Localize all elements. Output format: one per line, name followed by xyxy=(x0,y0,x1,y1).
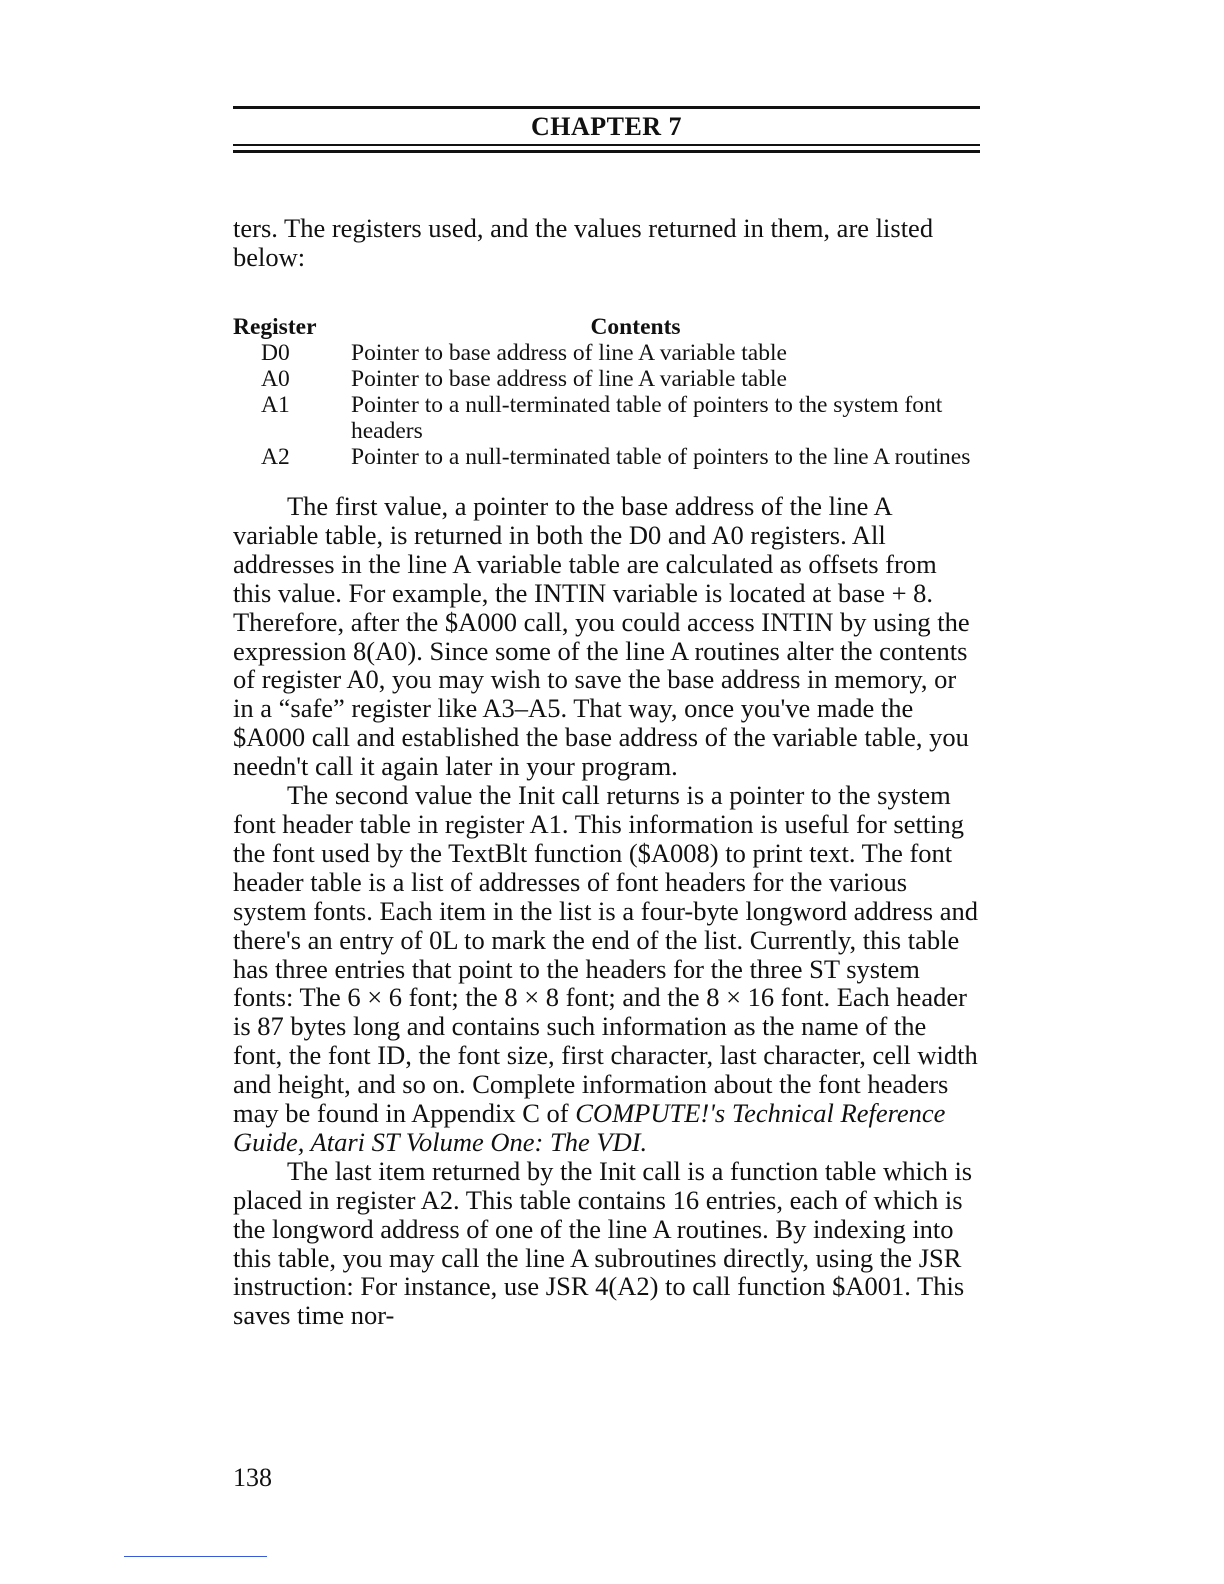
chapter-title: CHAPTER 7 xyxy=(530,112,683,141)
paragraph-first-value: The first value, a pointer to the base address of the line A variable table, is returned in both the D0 and A0 registers. All addresses in the line A variable table are calculated as offsets from this value. For example, the INTIN variable is located at base + 8. Therefore, after the $A000 call, you could access INTIN by using the expression 8(A0). Since some of the line A routines alter the contents of register A0, you may wish to save the base address in memory, or in a “safe” register like A3–A5. That way, once you've made the $A000 call and established the base address of the variable table, you needn't call it again later in your program. xyxy=(233,491,970,782)
register-row xyxy=(233,340,980,366)
register-contents: Pointer to a null-terminated table of pointers to the system font headers xyxy=(351,392,943,444)
chapter-header xyxy=(233,100,980,156)
register-name: A2 xyxy=(261,444,290,470)
header-rule-bottom xyxy=(233,144,980,146)
register-name: D0 xyxy=(261,340,290,366)
page xyxy=(233,100,980,1330)
register-name: A0 xyxy=(261,366,290,392)
register-table xyxy=(233,314,980,470)
register-contents: Pointer to base address of line A variable table xyxy=(351,366,787,392)
page-number: 138 xyxy=(233,1463,272,1492)
register-contents: Pointer to a null-terminated table of pointers to the line A routines xyxy=(351,444,971,470)
paragraph-second-value xyxy=(233,781,980,1157)
register-column-header: Register xyxy=(233,314,317,340)
register-name: A1 xyxy=(261,392,290,418)
register-row xyxy=(233,366,980,392)
register-table-header xyxy=(233,314,980,340)
scan-artifact-line xyxy=(124,1556,267,1557)
body-text xyxy=(233,492,980,1330)
book-title-reference: COMPUTE!'s Technical Reference Guide, Atari ST Volume One: The VDI. xyxy=(233,1098,946,1157)
register-row xyxy=(233,392,980,444)
contents-column-header: Contents xyxy=(590,314,681,340)
paragraph-last-item: The last item returned by the Init call is a function table which is placed in register A2. This table contains 16 entries, each of which is the longword address of one of the line A routines. By indexing into this table, you may call the line A subroutines directly, using the JSR instruction: For instance, use JSR 4(A2) to call function $A001. This saves time nor- xyxy=(233,1155,973,1331)
header-rule-bottom-double xyxy=(233,150,980,153)
register-row xyxy=(233,444,980,470)
header-rule-top xyxy=(233,106,980,109)
register-contents: Pointer to base address of line A variable table xyxy=(351,340,787,366)
intro-text: ters. The registers used, and the values returned in them, are listed below: xyxy=(233,213,934,272)
paragraph-second-value-text: The second value the Init call returns is a pointer to the system font header table in register A1. This information is useful for setting the font used by the TextBlt function ($A008) to print text. The font header table is a list of addresses of font headers for the various system fonts. Each item in the list is a four-byte longword address and there's an entry of 0L to mark the end of the list. Currently, this table has three entries that point to the headers for the three ST system fonts: The 6 × 6 font; the 8 × 8 font; and the 8 × 16 font. Each header is 87 bytes long and contains such information as the name of the font, the font ID, the font size, first character, last character, cell width and height, and so on. Complete information about the font headers may be found in Appendix C of xyxy=(233,780,979,1129)
